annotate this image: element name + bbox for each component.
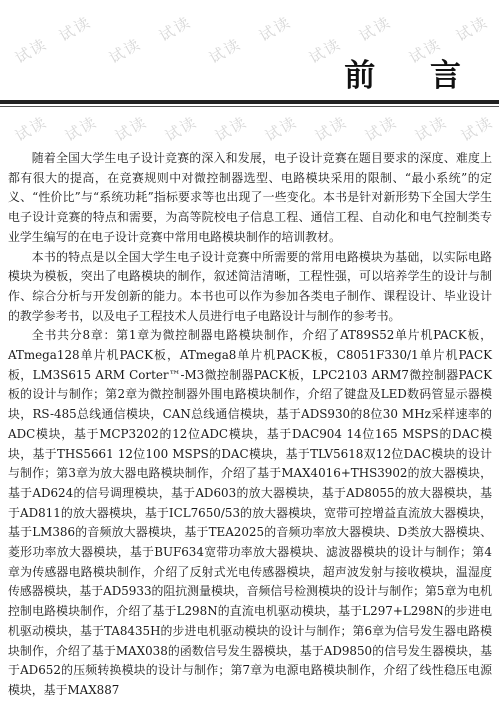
page-title: 前 言 bbox=[344, 58, 483, 94]
watermark: 试读 bbox=[256, 12, 295, 46]
watermark: 试读 bbox=[406, 34, 445, 68]
watermark: 试读 bbox=[206, 34, 245, 68]
heading-rule-thin bbox=[0, 106, 499, 107]
watermark: 试读 bbox=[312, 112, 351, 146]
watermark: 试读 bbox=[162, 112, 201, 146]
watermark: 试读 bbox=[112, 112, 151, 146]
paragraph: 本书的特点是以全国大学生电子设计竞赛中所需要的常用电路模块为基础，以实际电路模块为模板，突出了电路模块的制作，叙述简洁清晰，工程性强，可以培养学生的设计与制作、综合分析与开发创新的能力。本书也可以作为参加各类电子制作、课程设计、毕业设计的教学参考书，以及电子工程技术人员进行电子电路设计与制作的参考书。 bbox=[8, 249, 492, 323]
watermark: 试读 bbox=[362, 112, 401, 146]
watermark: 试读 bbox=[458, 112, 497, 146]
watermark: 试读 bbox=[453, 12, 492, 46]
watermark: 试读 bbox=[212, 112, 251, 146]
preface-body bbox=[8, 149, 492, 701]
watermark: 试读 bbox=[262, 112, 301, 146]
heading-rule-thick bbox=[0, 100, 499, 104]
paragraph: 全书共分8章：第1章为微控制器电路模块制作，介绍了AT89S52单片机PACK板，ATmega128单片机PACK板，ATmega8单片机PACK板，C8051F330/1单片机PACK板，LM3S615 ARM Corter™-M3微控制器PACK板，LPC2103 ARM7微控制器PACK板的设计与制作；第2章为微控制器外围电路模块制作，介绍了键盘及LED数码管显示器模块，RS-485总线通信模块，CAN总线通信模块，基于ADS930的8位30 MHz采样速率的ADC模块，基于MCP3202的12位ADC模块，基于DAC904 14位165 MSPS的DAC模块，基于THS5661 12位100 MSPS的DAC模块，基于TLV5618双12位DAC模块的设计与制作；第3章为放大器电路模块制作，介绍了基于MAX4016+THS3902的放大器模块，基于AD624的信号调理模块，基于AD603的放大器模块，基于AD8055的放大器模块，基于AD811的放大器模块，基于ICL7650/53的放大器模块，宽带可控增益直流放大器模块，基于LM386的音频放大器模块，基于TEA2025的音频功率放大器模块、D类放大器模块、菱形功率放大器模块，基于BUF634宽带功率放大器模块、滤波器模块的设计与制作；第4章为传感器电路模块制作，介绍了反射式光电传感器模块，超声波发射与接收模块，温湿度传感器模块，基于AD5933的阻抗测量模块，音频信号检测模块的设计与制作；第5章为电机控制电路模块制作，介绍了基于L298N的直流电机驱动模块，基于L297+L298N的步进电机驱动模块，基于TA8435H的步进电机驱动模块的设计与制作；第6章为信号发生器电路模块制作，介绍了基于MAX038的函数信号发生器模块，基于AD9850的信号发生器模块，基于AD652的压频转换模块的设计与制作；第7章为电源电路模块制作，介绍了线性稳压电源模块，基于MAX887 bbox=[8, 328, 493, 697]
watermark: 试读 bbox=[156, 12, 195, 46]
watermark: 试读 bbox=[56, 12, 95, 46]
watermark: 试读 bbox=[306, 34, 345, 68]
watermark: 试读 bbox=[412, 112, 451, 146]
watermark: 试读 bbox=[12, 34, 51, 68]
watermark: 试读 bbox=[12, 112, 51, 146]
watermark: 试读 bbox=[356, 12, 395, 46]
watermark: 试读 bbox=[106, 34, 145, 68]
watermark: 试读 bbox=[62, 112, 101, 146]
paragraph: 随着全国大学生电子设计竞赛的深入和发展，电子设计竞赛在题目要求的深度、难度上都有很大的提高，在竞赛规则中对微控制器选型、电路模块采用的限制、“最小系统”的定义、“性价比”与“系统功耗”指标要求等也出现了一些变化。本书是针对新形势下全国大学生电子设计竞赛的特点和需要，为高等院校电子信息工程、通信工程、自动化和电气控制类专业学生编写的在电子设计竞赛中常用电路模块制作的培训教材。 bbox=[8, 151, 492, 244]
heading-area bbox=[0, 50, 499, 96]
